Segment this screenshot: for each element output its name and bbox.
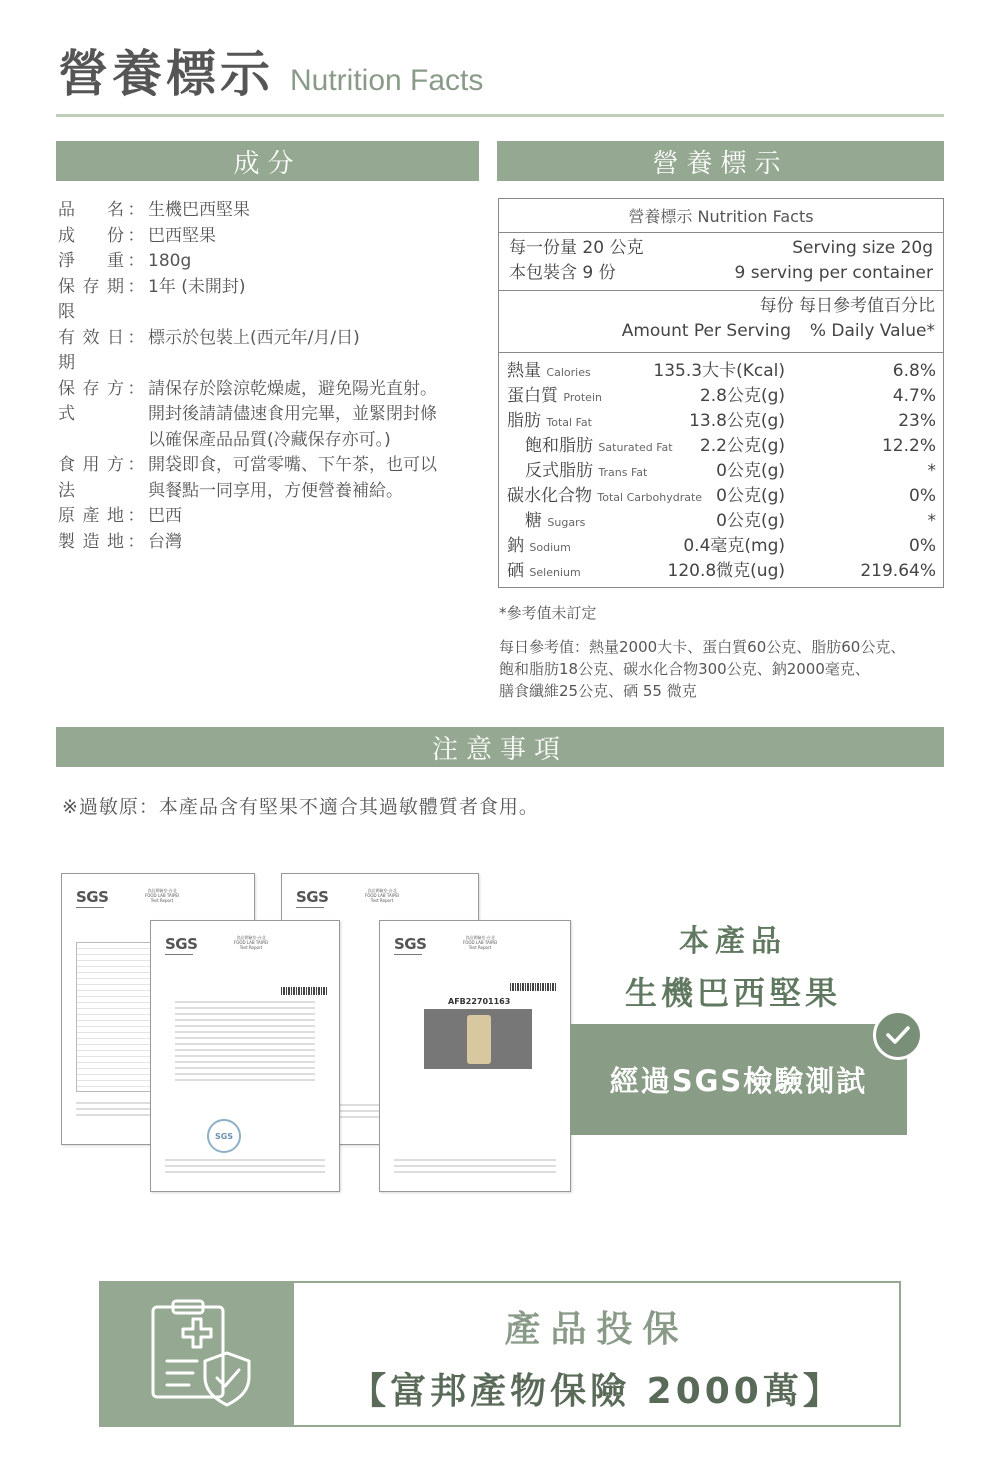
info-label: 原產地 (58, 506, 124, 526)
report-label: Test Report (468, 945, 492, 950)
nutrient-row (499, 434, 943, 459)
nutrient-name (507, 534, 571, 560)
nutrient-name-en: Sugars (547, 516, 586, 529)
nutrient-name-en: Calories (546, 366, 591, 379)
insurance-title: 產品投保 (504, 1309, 689, 1350)
info-colon: ： (127, 251, 145, 271)
report-fine-print (394, 1159, 556, 1177)
nutrient-name (507, 559, 581, 585)
info-label: 品名 (58, 200, 124, 220)
product-info-list (58, 198, 478, 555)
nutrient-name (507, 359, 591, 385)
nutrient-name-en: Trans Fat (598, 466, 648, 479)
daily-reference-line: 每日參考值：熱量2000大卡、蛋白質60公克、脂肪60公克、 (499, 638, 906, 656)
insurance-banner (99, 1281, 901, 1427)
info-value (148, 249, 478, 275)
nutrition-section-bar (497, 141, 944, 181)
nutrient-name-en: Total Fat (546, 416, 592, 429)
nutrient-row (499, 484, 943, 509)
lab-header (352, 888, 412, 903)
nutrient-row (499, 384, 943, 409)
info-value-line: 開封後請請儘速食用完畢，並緊閉封條 (148, 404, 437, 424)
nutrient-name-en: Protein (563, 391, 602, 404)
nutrient-name (507, 384, 602, 410)
nutrient-name-zh: 鈉 (507, 536, 524, 556)
nutrient-daily-value: 4.7% (892, 386, 936, 406)
lab-header (132, 888, 192, 903)
nutrient-daily-value: 219.64% (860, 561, 936, 581)
nutrient-amount: 0.4毫克(mg) (683, 536, 785, 556)
nutrient-name (507, 409, 592, 435)
lab-name-en: FOOD LAB TAIPEI (364, 893, 400, 898)
sgs-tested-text: 經過SGS檢驗測試 (609, 1064, 868, 1098)
nutrient-name-zh: 蛋白質 (507, 386, 558, 406)
report-fine-print (165, 1159, 325, 1177)
info-value-line: 以確保產品品質(冷藏保存亦可。) (148, 429, 391, 450)
allergy-warning: ※過敏原：本產品含有堅果不適合其過敏體質者食用。 (62, 796, 539, 818)
info-colon: ： (127, 276, 145, 297)
servings-per-container-en: 9 serving per container (734, 263, 933, 283)
nutrient-row (499, 459, 943, 484)
nutrient-name-zh: 脂肪 (507, 411, 541, 431)
nutrient-name-zh: 熱量 (507, 361, 541, 381)
nutrient-name-en: Total Carbohydrate (597, 491, 703, 504)
info-value (148, 275, 478, 326)
lab-name-zh: 食品實驗室-台北 (367, 888, 397, 893)
lab-name-zh: 食品實驗室-台北 (147, 888, 177, 893)
info-value (148, 198, 478, 224)
nutrient-amount: 2.8公克(g) (699, 386, 785, 406)
nutrient-name-en: Saturated Fat (598, 441, 673, 454)
sgs-logo: SGS (394, 935, 427, 953)
info-row (58, 377, 478, 454)
amount-per-serving-header: Amount Per Serving (621, 321, 791, 341)
info-value (148, 224, 478, 250)
info-label: 淨重 (58, 251, 124, 271)
nutrient-daily-value: 23% (898, 411, 936, 431)
lab-header (450, 935, 510, 950)
nutrient-name-zh: 飽和脂肪 (525, 436, 593, 456)
info-label: 食用方法 (58, 455, 124, 501)
info-value-line: 標示於包裝上(西元年/月/日) (148, 327, 360, 348)
nutrient-row (499, 359, 943, 384)
serving-size-zh: 每一份量 20 公克 (509, 238, 644, 258)
nutrient-amount: 135.3大卡(Kcal) (653, 361, 785, 381)
notice-section-bar (56, 727, 944, 767)
lab-name-en: FOOD LAB TAIPEI (144, 893, 180, 898)
daily-reference-note (499, 636, 905, 702)
info-value (148, 453, 478, 504)
report-label: Test Report (239, 945, 263, 950)
info-colon: ： (127, 200, 145, 220)
per-serving-header-zh: 每份 每日參考值百分比 (759, 296, 935, 316)
info-value-line: 台灣 (148, 531, 182, 552)
info-row (58, 453, 478, 504)
info-value-line: 巴西 (148, 506, 182, 526)
servings-per-container-zh: 本包裝含 9 份 (509, 263, 616, 283)
ingredients-section-title: 成分 (233, 148, 302, 179)
nutrient-daily-value: 6.8% (892, 361, 936, 381)
report-label: Test Report (370, 898, 394, 903)
info-label: 製造地 (58, 531, 124, 552)
serving-info (499, 233, 943, 291)
info-label: 有效日期 (58, 327, 124, 373)
nutrient-amount: 0公克(g) (716, 511, 785, 531)
lab-name-en: FOOD LAB TAIPEI (233, 940, 269, 945)
info-row (58, 224, 478, 250)
ingredients-section-bar (56, 141, 479, 181)
nutrition-section-title: 營養標示 (652, 148, 789, 179)
barcode (510, 983, 556, 991)
serving-size-en: Serving size 20g (792, 238, 933, 258)
nutrient-rows (499, 353, 943, 584)
sgs-seal-stamp: SGS (207, 1119, 241, 1153)
info-colon: ： (127, 531, 145, 552)
nutrient-name-zh: 反式脂肪 (525, 461, 593, 481)
barcode (281, 987, 327, 995)
daily-reference-line: 膳食纖維25公克、硒 55 微克 (499, 682, 697, 700)
nutrient-row (499, 534, 943, 559)
info-row (58, 504, 478, 530)
amount-header (499, 291, 943, 353)
info-value-line: 開袋即食，可當零嘴、下午茶，也可以 (148, 455, 437, 475)
report-body-text (175, 1001, 315, 1085)
nutrient-name-zh: 硒 (507, 561, 524, 581)
info-value-line: 生機巴西堅果 (148, 200, 250, 220)
lab-name-en: FOOD LAB TAIPEI (462, 940, 498, 945)
nutrition-table-title: 營養標示 Nutrition Facts (499, 199, 943, 233)
clipboard-shield-icon (147, 1297, 257, 1409)
info-value-line: 180g (148, 251, 192, 271)
info-colon: ： (127, 455, 145, 475)
lab-name-zh: 食品實驗室-台北 (236, 935, 266, 940)
page-title: 營養標示 (58, 44, 274, 103)
nutrient-name-zh: 碳水化合物 (507, 486, 592, 506)
nutrient-amount: 0公克(g) (716, 486, 785, 506)
info-value (148, 326, 478, 377)
nutrient-name (525, 434, 673, 460)
nutrient-name-zh: 糖 (525, 511, 542, 531)
nutrition-facts-table (498, 198, 944, 588)
nutrient-row (499, 559, 943, 584)
title-divider (56, 114, 944, 117)
sgs-report-page (150, 920, 340, 1192)
product-name-line: 生機巴西堅果 (624, 974, 841, 1012)
info-row (58, 198, 478, 224)
info-colon: ： (127, 506, 145, 526)
sgs-logo: SGS (76, 888, 109, 906)
check-icon (873, 1010, 923, 1060)
info-colon: ： (127, 327, 145, 348)
info-colon: ： (127, 378, 145, 399)
daily-value-header: % Daily Value* (809, 321, 935, 341)
nutrient-daily-value: 0% (909, 486, 936, 506)
report-label: Test Report (150, 898, 174, 903)
info-value-line: 與餐點一同享用，方便營養補給。 (148, 480, 403, 501)
sample-photo (424, 1009, 532, 1069)
sgs-logo: SGS (296, 888, 329, 906)
lab-header (221, 935, 281, 950)
sgs-report-page (379, 920, 571, 1192)
info-value (148, 504, 478, 530)
nutrient-amount: 120.8微克(ug) (667, 561, 785, 581)
sgs-logo: SGS (165, 935, 198, 953)
nutrient-name (525, 459, 647, 485)
daily-reference-line: 飽和脂肪18公克、碳水化合物300公克、鈉2000毫克、 (499, 660, 870, 678)
info-row (58, 249, 478, 275)
info-value (148, 377, 478, 454)
lab-name-zh: 食品實驗室-台北 (465, 935, 495, 940)
info-value-line: 請保存於陰涼乾燥處，避免陽光直射。 (148, 378, 437, 399)
nutrient-daily-value: 12.2% (881, 436, 936, 456)
nutrient-row (499, 509, 943, 534)
info-label: 成份 (58, 225, 124, 246)
nutrient-name-en: Sodium (529, 541, 571, 554)
info-colon: ： (127, 225, 145, 246)
nutrient-name-en: Selenium (529, 566, 581, 579)
nutrient-row (499, 409, 943, 434)
info-label: 保存期限 (58, 276, 124, 322)
info-row (58, 326, 478, 377)
info-value (148, 530, 478, 556)
insurance-subtitle: 【富邦產物保險 2000萬】 (350, 1371, 843, 1412)
nutrient-daily-value: * (927, 461, 936, 481)
nutrient-daily-value: 0% (909, 536, 936, 556)
info-value-line: 巴西堅果 (148, 225, 216, 246)
insurance-icon-panel (101, 1283, 294, 1425)
notice-section-title: 注意事項 (431, 734, 568, 765)
sample-lot-id: AFB22701163 (448, 997, 511, 1006)
page-header (58, 44, 483, 104)
sgs-tested-badge (570, 1024, 907, 1135)
nutrient-amount: 2.2公克(g) (699, 436, 785, 456)
nutrition-footnote: *參考值未訂定 (499, 604, 597, 622)
nutrient-amount: 13.8公克(g) (689, 411, 785, 431)
nutrient-daily-value: * (927, 511, 936, 531)
info-row (58, 530, 478, 556)
nutrient-amount: 0公克(g) (716, 461, 785, 481)
nutrient-name (525, 509, 585, 535)
product-label-line: 本產品 (679, 924, 787, 959)
info-row (58, 275, 478, 326)
info-label: 保存方式 (58, 378, 124, 424)
info-value-line: 1年 (未開封) (148, 276, 246, 297)
nutrient-name (507, 484, 702, 510)
page-title-en: Nutrition Facts (290, 64, 484, 97)
